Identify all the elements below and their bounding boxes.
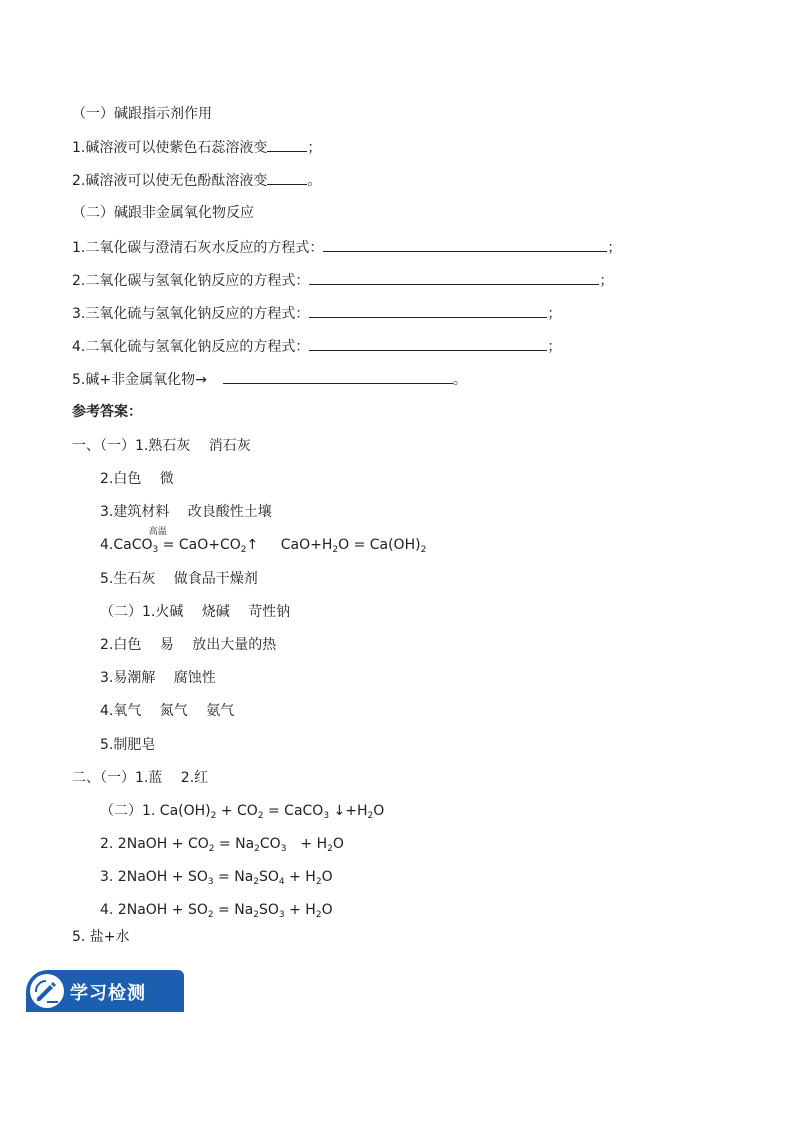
question-punct: ； xyxy=(599,273,614,289)
answer-line: 2.白色 易 放出大量的热 xyxy=(100,637,277,653)
question-text: 4.二氧化硫与氢氧化钠反应的方程式： xyxy=(72,339,310,355)
reaction-condition: 高温 xyxy=(148,527,167,537)
answer-line: 3.易潮解 腐蚀性 xyxy=(100,670,216,686)
answer-line: 5.生石灰 做食品干燥剂 xyxy=(100,571,258,587)
question xyxy=(72,336,561,357)
question-punct: ； xyxy=(547,339,562,355)
answer-equation: 4. 2NaOH + $SO_2 = Na_2SO_3 + H_2O$ xyxy=(100,902,333,920)
answer-equation: 4.CaCO$_3$ 高温 = $CaO+CO_2↑$ $CaO+H_2O = Ca(OH)_2$ xyxy=(100,535,426,555)
question-text: 5.碱+非金属氧化物→ xyxy=(72,372,207,388)
question-punct: ； xyxy=(307,140,322,156)
answer-line: 二、（一）1.蓝 2.红 xyxy=(72,770,209,786)
question xyxy=(72,369,467,390)
banner-underline xyxy=(26,1010,184,1012)
question xyxy=(72,137,321,158)
answer-blank[interactable] xyxy=(223,369,453,384)
question-text: 3.三氧化硫与氢氧化钠反应的方程式： xyxy=(72,306,310,322)
question-text: 2.二氧化碳与氢氧化钠反应的方程式： xyxy=(72,273,310,289)
answer-blank[interactable] xyxy=(309,303,547,318)
answer-line: 一、（一）1.熟石灰 消石灰 xyxy=(72,438,251,454)
answer-equation: （二）1. $Ca(OH)_2 + CO_2$ = CaCO$_3$ $↓+H_2O$ xyxy=(100,803,385,821)
answer-blank[interactable] xyxy=(323,237,607,252)
question xyxy=(72,170,321,191)
question-text: 1.二氧化碳与澄清石灰水反应的方程式： xyxy=(72,240,324,256)
answer-line: 3.建筑材料 改良酸性土壤 xyxy=(100,504,272,520)
answer-blank[interactable] xyxy=(309,270,599,285)
answer-line: 5. 盐+水 xyxy=(72,929,130,945)
question xyxy=(72,270,613,291)
section-title: （二）碱跟非金属氧化物反应 xyxy=(72,205,254,221)
answer-blank[interactable] xyxy=(267,170,307,185)
section-title: （一）碱跟指示剂作用 xyxy=(72,106,212,122)
question-punct: 。 xyxy=(452,372,467,388)
answer-blank[interactable] xyxy=(309,336,547,351)
question-punct: 。 xyxy=(307,173,322,189)
answer-line: 4.氧气 氮气 氨气 xyxy=(100,703,235,719)
question-text: 1.碱溶液可以使紫色石蕊溶液变 xyxy=(72,140,268,156)
section-banner xyxy=(26,970,184,1012)
answer-line: 2.白色 微 xyxy=(100,471,174,487)
question xyxy=(72,237,621,258)
answer-line: 5.制肥皂 xyxy=(100,737,156,753)
pencil-edit-icon xyxy=(30,974,64,1008)
answer-blank[interactable] xyxy=(267,137,307,152)
answer-equation: 2. 2NaOH + $CO_2 = Na_2CO_3$ + $H_2O$ xyxy=(100,836,344,854)
answer-line: （二）1.火碱 烧碱 苛性钠 xyxy=(100,604,291,620)
banner-title: 学习检测 xyxy=(70,983,146,1004)
question-text: 2.碱溶液可以使无色酚酞溶液变 xyxy=(72,173,268,189)
answers-heading: 参考答案： xyxy=(72,404,142,420)
question-punct: ； xyxy=(547,306,562,322)
question xyxy=(72,303,561,324)
question-punct: ； xyxy=(607,240,622,256)
answer-equation: 3. 2NaOH + $SO_3 = Na_2SO_4 + H_2O$ xyxy=(100,869,333,887)
